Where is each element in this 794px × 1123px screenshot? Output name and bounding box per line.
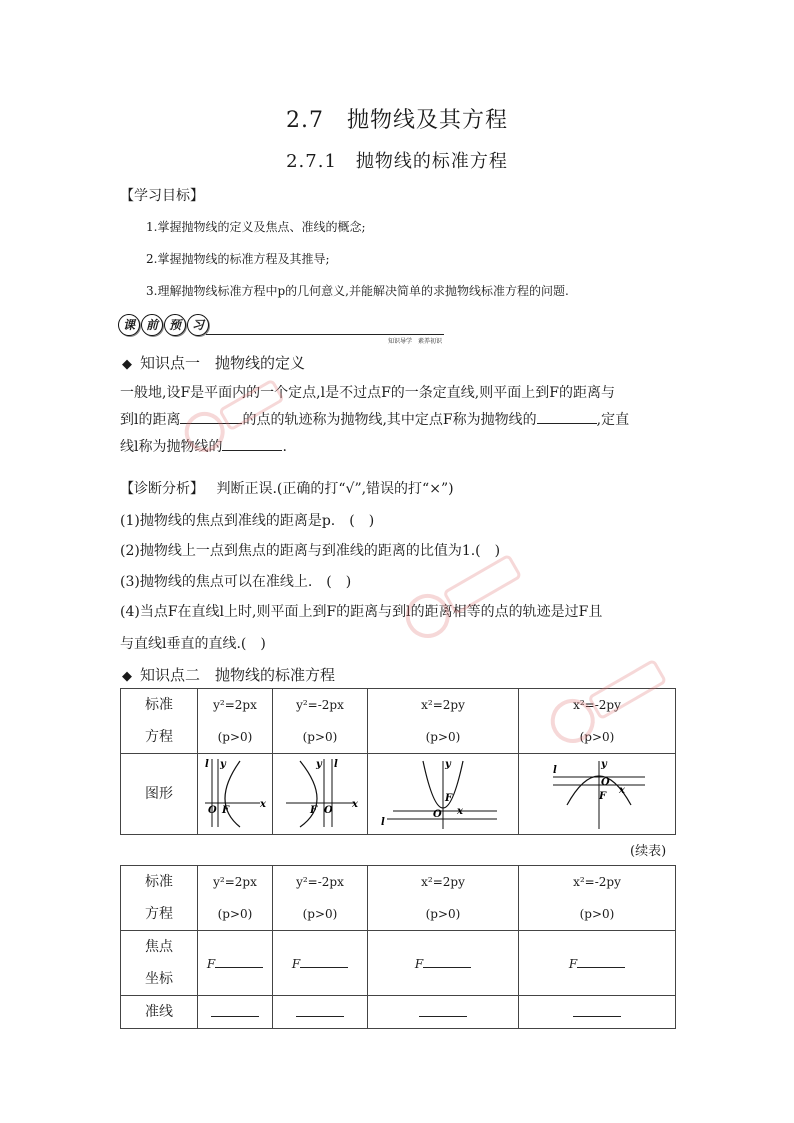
kp2-heading (122, 664, 335, 685)
diamond-icon: ◆ (122, 669, 132, 684)
equation: y²=-2px (296, 698, 344, 712)
graph-label: F (310, 804, 318, 816)
graph-cell (519, 754, 676, 835)
focus-label: F (206, 957, 216, 971)
graph-label: F (599, 790, 607, 802)
graph-label: x (457, 805, 463, 817)
focus-blank[interactable] (215, 955, 263, 968)
condition: (p>0) (302, 730, 338, 744)
row-header (121, 754, 198, 835)
kp1-text: . (282, 439, 287, 455)
row-header-line: 方程 (145, 906, 173, 922)
diamond-icon: ◆ (122, 357, 132, 372)
equation: x²=2py (421, 875, 465, 889)
focus-cell[interactable] (368, 931, 519, 996)
parabola-right-graph (200, 755, 270, 831)
graph-cell (273, 754, 368, 835)
equation: x²=2py (421, 698, 465, 712)
graph-label: y (316, 758, 322, 770)
banner-char: 预 (164, 314, 186, 336)
focus-cell[interactable] (198, 931, 273, 996)
continued-table (120, 865, 676, 1029)
row-header-line: 标准 (145, 697, 173, 713)
equation-cell (519, 866, 676, 931)
graph-label: y (445, 758, 451, 770)
graph-label: l (553, 764, 557, 776)
row-header (121, 689, 198, 754)
row-header-line: 图形 (145, 786, 173, 802)
kp1-text: 的点的轨迹称为抛物线,其中定点F称为抛物线的 (242, 412, 537, 428)
graph-label: l (381, 816, 385, 828)
parabola-up-graph (373, 755, 513, 831)
parabola-left-graph (278, 755, 362, 831)
condition: (p>0) (579, 907, 615, 921)
preview-banner (118, 312, 444, 345)
parabola-down-graph (527, 755, 667, 831)
objective-item: 1.掌握抛物线的定义及焦点、准线的概念; (146, 220, 366, 234)
row-header-line: 准线 (145, 1004, 173, 1020)
blank-focus[interactable] (537, 409, 597, 424)
graph-label: y (220, 758, 226, 770)
diagnosis-instruction: 判断正误.(正确的打“√”,错误的打“×”) (216, 481, 454, 497)
directrix-cell[interactable] (273, 996, 368, 1029)
row-header-line: 方程 (145, 729, 173, 745)
condition: (p>0) (217, 730, 253, 744)
equation-cell (368, 866, 519, 931)
kp1-text: 到l的距离 (120, 412, 181, 428)
row-header-line: 标准 (145, 874, 173, 890)
directrix-cell[interactable] (198, 996, 273, 1029)
focus-label: F (291, 957, 301, 971)
graph-label: O (433, 808, 442, 820)
equation: y²=2px (213, 875, 257, 889)
graph-label: O (324, 804, 333, 816)
kp2-title: 知识点二 抛物线的标准方程 (140, 666, 336, 684)
row-header-line: 焦点 (145, 939, 173, 955)
banner-char: 习 (187, 314, 209, 336)
diagnosis-heading: 【诊断分析】 (120, 481, 204, 497)
directrix-blank[interactable] (296, 1004, 344, 1017)
kp1-text: ,定直 (596, 412, 630, 428)
diagnosis-item: 与直线l垂直的直线.( ) (120, 636, 266, 652)
row-header (121, 996, 198, 1029)
condition: (p>0) (217, 907, 253, 921)
graph-label: O (208, 804, 217, 816)
directrix-blank[interactable] (573, 1004, 621, 1017)
equation-cell (368, 689, 519, 754)
equation-cell (273, 689, 368, 754)
graph-label: O (601, 776, 610, 788)
focus-blank[interactable] (423, 955, 471, 968)
focus-blank[interactable] (300, 955, 348, 968)
directrix-blank[interactable] (211, 1004, 259, 1017)
banner-subtitle: 知识导学 素养初识 (387, 338, 442, 345)
section-title: 2.7 抛物线及其方程 (286, 108, 508, 133)
banner-char: 前 (141, 314, 163, 336)
table-row (121, 931, 676, 996)
diagnosis-header (120, 478, 454, 498)
row-header (121, 866, 198, 931)
directrix-blank[interactable] (419, 1004, 467, 1017)
equation: y²=-2px (296, 875, 344, 889)
objectives-heading: 【学习目标】 (120, 188, 204, 204)
kp1-line1: 一般地,设F是平面内的一个定点,l是不过点F的一条定直线,则平面上到F的距离与 (120, 385, 615, 401)
graph-label: y (601, 758, 607, 770)
condition: (p>0) (425, 907, 461, 921)
equation-cell (273, 866, 368, 931)
banner-underline (206, 334, 444, 335)
focus-label: F (568, 957, 578, 971)
equation-cell (198, 689, 273, 754)
equation: x²=-2py (573, 698, 621, 712)
kp1-title: 知识点一 抛物线的定义 (140, 354, 306, 372)
focus-cell[interactable] (519, 931, 676, 996)
graph-label: x (619, 784, 625, 796)
directrix-cell[interactable] (368, 996, 519, 1029)
graph-label: x (260, 798, 266, 810)
kp1-text: 线l称为抛物线的 (120, 439, 223, 455)
condition: (p>0) (579, 730, 615, 744)
continued-label: (续表) (630, 844, 667, 859)
graph-label: x (352, 798, 358, 810)
table-row (121, 754, 676, 835)
graph-label: F (445, 792, 453, 804)
banner-char: 课 (118, 314, 140, 336)
kp1-heading (122, 352, 305, 373)
objective-item: 3.理解抛物线标准方程中p的几何意义,并能解决简单的求抛物线标准方程的问题. (146, 284, 569, 298)
condition: (p>0) (425, 730, 461, 744)
row-header (121, 931, 198, 996)
row-header-line: 坐标 (145, 971, 173, 987)
graph-cell (198, 754, 273, 835)
graph-label: l (334, 758, 338, 770)
focus-cell[interactable] (273, 931, 368, 996)
diagnosis-item: (4)当点F在直线l上时,则平面上到F的距离与到l的距离相等的点的轨迹是过F且 (120, 604, 603, 620)
equation: y²=2px (213, 698, 257, 712)
table-row (121, 866, 676, 931)
condition: (p>0) (302, 907, 338, 921)
graph-label: F (222, 804, 230, 816)
diagnosis-item: (1)抛物线的焦点到准线的距离是p. ( ) (120, 513, 375, 529)
focus-label: F (414, 957, 424, 971)
graph-label: l (205, 758, 209, 770)
equation-cell (198, 866, 273, 931)
graph-cell (368, 754, 519, 835)
table-row (121, 996, 676, 1029)
diagnosis-item: (3)抛物线的焦点可以在准线上. ( ) (120, 574, 352, 590)
focus-blank[interactable] (577, 955, 625, 968)
diagnosis-item: (2)抛物线上一点到焦点的距离与到准线的距离的比值为1.( ) (120, 543, 501, 559)
objective-item: 2.掌握抛物线的标准方程及其推导; (146, 252, 330, 266)
subsection-title: 2.7.1 抛物线的标准方程 (286, 151, 508, 172)
directrix-cell[interactable] (519, 996, 676, 1029)
equation: x²=-2py (573, 875, 621, 889)
